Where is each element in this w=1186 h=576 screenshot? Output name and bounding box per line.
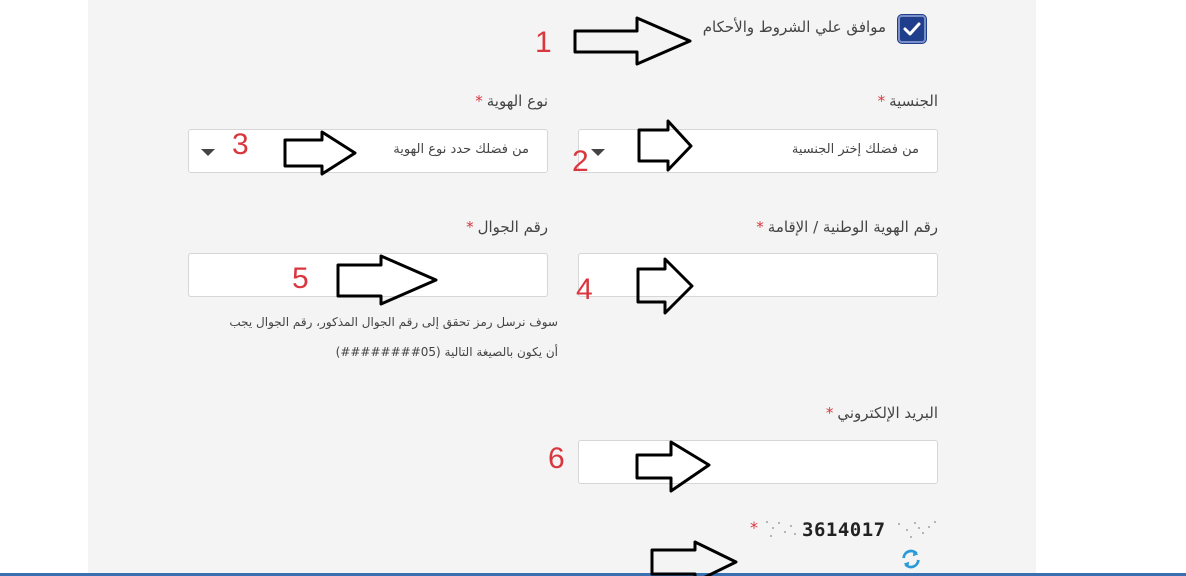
required-asterisk: * — [475, 92, 483, 110]
arrow-right-icon — [639, 121, 691, 170]
terms-label: موافق علي الشروط والأحكام — [702, 18, 886, 36]
annotation-number-1: 1 — [535, 26, 552, 59]
captcha-code: 3614017 — [802, 519, 886, 541]
mobile-help-line-2: أن يكون بالصيغة التالية (05########) — [335, 345, 558, 359]
email-label: البريد الإلكتروني* — [825, 404, 938, 422]
id-type-label: نوع الهوية* — [475, 92, 548, 110]
required-asterisk: * — [825, 404, 834, 422]
arrow-right-icon — [637, 442, 709, 491]
id-type-placeholder: من فضلك حدد نوع الهوية — [393, 142, 529, 157]
required-asterisk: * — [750, 518, 758, 537]
arrow-right-icon — [638, 259, 692, 313]
annotation-number-2: 2 — [572, 145, 589, 178]
annotation-number-6: 6 — [548, 442, 565, 475]
arrow-right-icon — [575, 18, 690, 64]
national-id-label: رقم الهوية الوطنية / الإقامة* — [756, 218, 938, 236]
annotation-number-3: 3 — [232, 128, 249, 161]
arrow-right-icon — [652, 542, 736, 576]
mobile-label: رقم الجوال* — [466, 218, 548, 236]
annotation-number-4: 4 — [576, 273, 593, 306]
arrow-right-icon — [285, 132, 355, 174]
nationality-placeholder: من فضلك إختر الجنسية — [791, 142, 919, 157]
required-asterisk: * — [877, 92, 886, 110]
mobile-help-line-1: سوف نرسل رمز تحقق إلى رقم الجوال المذكور، رقم الجوال يجب — [229, 315, 558, 329]
annotation-number-5: 5 — [292, 262, 309, 295]
nationality-label: الجنسية* — [877, 92, 938, 110]
required-asterisk: * — [756, 218, 764, 236]
required-asterisk: * — [466, 218, 474, 236]
arrow-right-icon — [338, 256, 436, 304]
